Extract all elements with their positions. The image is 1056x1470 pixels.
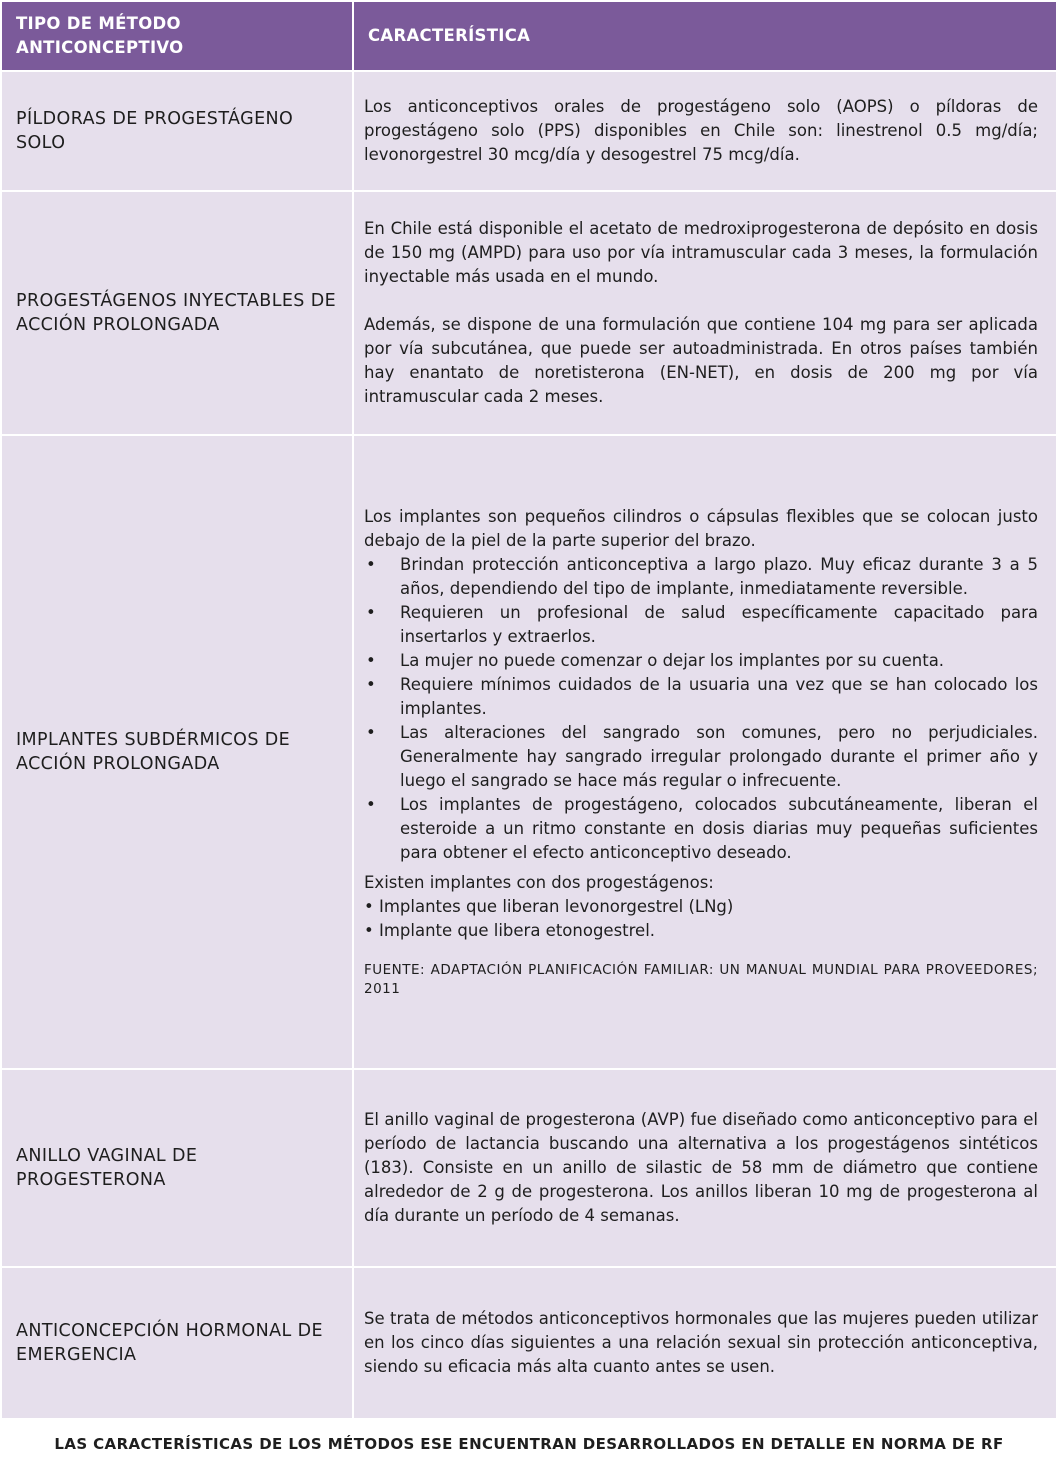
table-row <box>1 1267 1056 1419</box>
list-item: • Implante que libera etonogestrel. <box>364 921 656 940</box>
bullet-list <box>364 553 1038 865</box>
characteristic-intro: Los implantes son pequeños cilindros o cápsulas flexibles que se colocan justo debajo de la piel de la parte superior del brazo. <box>364 507 1038 550</box>
list-item: • Los implantes de progestágeno, colocados subcutáneamente, liberan el esteroide a un ritmo constante en dosis diarias muy pequeñas suficientes para obtener el efecto anticonceptivo deseado. <box>364 793 1038 865</box>
characteristic-text: Los anticonceptivos orales de progestágeno solo (AOPS) o píldoras de progestágeno solo (PPS) disponibles en Chile son: linestrenol 0.5 mg/día; levonorgestrel 30 mcg/día y desogestrel 75 mcg/día. <box>364 97 1038 164</box>
method-type-cell: PÍLDORAS DE PROGESTÁGENO SOLO <box>1 71 353 191</box>
method-type-cell: ANILLO VAGINAL DE PROGESTERONA <box>1 1069 353 1267</box>
table-row <box>1 1069 1056 1267</box>
list-item: • Las alteraciones del sangrado son comunes, pero no perjudiciales. Generalmente hay sangrado irregular prolongado durante el primer año y luego el sangrado se hace más regular o infrecuente. <box>364 721 1038 793</box>
list-item: • Requieren un profesional de salud específicamente capacitado para insertarlos y extraerlos. <box>364 601 1038 649</box>
method-type-cell: IMPLANTES SUBDÉRMICOS DE ACCIÓN PROLONGADA <box>1 435 353 1069</box>
method-type-cell: ANTICONCEPCIÓN HORMONAL DE EMERGENCIA <box>1 1267 353 1419</box>
list-item: • La mujer no puede comenzar o dejar los implantes por su cuenta. <box>364 649 1038 673</box>
table-row <box>1 191 1056 435</box>
characteristic-cell <box>353 1069 1056 1267</box>
source-note: FUENTE: ADAPTACIÓN PLANIFICACIÓN FAMILIAR: UN MANUAL MUNDIAL PARA PROVEEDORES; 2011 <box>364 962 1038 997</box>
characteristic-text: Se trata de métodos anticonceptivos hormonales que las mujeres pueden utilizar en los cinco días siguientes a una relación sexual sin protección anticonceptiva, siendo su eficacia más alta cuanto antes se usen. <box>364 1309 1038 1376</box>
characteristic-text: El anillo vaginal de progesterona (AVP) fue diseñado como anticonceptivo para el período de lactancia buscando una alternativa a los progestágenos sintéticos (183). Consiste en un anillo de silastic de 58 mm de diámetro que contiene alrededor de 2 g de progesterona. Los anillos liberan 10 mg de progesterona al día durante un período de 4 semanas. <box>364 1110 1038 1225</box>
table-row <box>1 71 1056 191</box>
method-type-cell: PROGESTÁGENOS INYECTABLES DE ACCIÓN PROLONGADA <box>1 191 353 435</box>
table-row <box>1 435 1056 1069</box>
list-item: • Brindan protección anticonceptiva a largo plazo. Muy eficaz durante 3 a 5 años, dependiendo del tipo de implante, inmediatamente reversible. <box>364 553 1038 601</box>
characteristic-paragraph: Además, se dispone de una formulación que contiene 104 mg para ser aplicada por vía subcutánea, que puede ser autoadministrada. En otros países también hay enantato de noretisterona (EN-NET), en dosis de 200 mg por vía intramuscular cada 2 meses. <box>364 315 1038 406</box>
list-item: • Implantes que liberan levonorgestrel (LNg) <box>364 897 734 916</box>
list-title: Existen implantes con dos progestágenos: <box>364 873 714 892</box>
characteristic-cell <box>353 191 1056 435</box>
table-footer-row <box>1 1419 1056 1469</box>
characteristic-paragraph: En Chile está disponible el acetato de medroxiprogesterona de depósito en dosis de 150 mg (AMPD) para uso por vía intramuscular cada 3 meses, la formulación inyectable más usada en el mundo. <box>364 219 1038 286</box>
characteristic-cell <box>353 1267 1056 1419</box>
header-characteristic: CARACTERÍSTICA <box>353 1 1056 71</box>
characteristic-cell <box>353 435 1056 1069</box>
table-footnote: LAS CARACTERÍSTICAS DE LOS MÉTODOS ESE ENCUENTRAN DESARROLLADOS EN DETALLE EN NORMA DE RF <box>1 1419 1056 1469</box>
implant-types-list <box>364 871 1038 943</box>
table-header-row <box>1 1 1056 71</box>
header-method-type: TIPO DE MÉTODO ANTICONCEPTIVO <box>1 1 353 71</box>
characteristic-cell <box>353 71 1056 191</box>
list-item: • Requiere mínimos cuidados de la usuaria una vez que se han colocado los implantes. <box>364 673 1038 721</box>
